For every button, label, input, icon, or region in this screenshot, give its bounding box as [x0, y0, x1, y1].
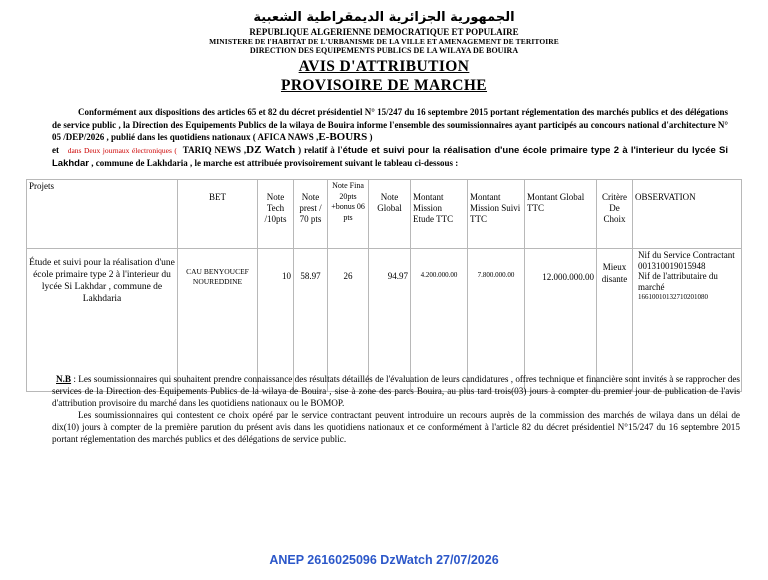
intro-paragraph	[52, 106, 728, 171]
recours-paragraph: Les soumissionnaires qui contestent ce choix opéré par le service contractant peuvent introduire un recours auprès de la commission des marchés de wilaya dans un délai de dix(10) jours à compter de la première parution du présent avis dans les quotidiens nationaux et ce conformément à l'article 82 du décret présidentiel N°15/247 du 16 septembre 2015 portant réglementation des marchés publics et des délégations de service public.	[52, 410, 740, 444]
intro-dzwatch: DZ Watch	[246, 143, 296, 156]
cell-critere: Mieux disante	[597, 249, 633, 392]
cell-montant-etude: 4.200.000.00	[411, 249, 468, 392]
intro-text-1b: )	[367, 132, 373, 142]
cell-note-prest: 58.97	[294, 249, 328, 392]
col-header-bet: BET	[178, 180, 258, 249]
intro-et: et	[52, 144, 59, 155]
cell-projet: Étude et suivi pour la réalisation d'une école primaire type 2 à l'interieur du lycée Si Lakhdar , commune de Lakhdaria	[27, 249, 178, 392]
cell-montant-global: 12.000.000.00	[525, 249, 597, 392]
cell-montant-suivi: 7.800.000.00	[468, 249, 525, 392]
attribution-table	[26, 179, 742, 392]
intro-project-title: étude et suivi pour la réalisation d'une école primaire type 2 à l'interieur du lycée Si Lakhdar	[52, 144, 729, 169]
obs-attributaire-value: 16610010132710201080	[638, 293, 708, 301]
col-header-note-fina: Note Fina 20pts +bonus 06 pts	[328, 180, 369, 249]
cell-note-global: 94.97	[369, 249, 411, 392]
nb-paragraph	[52, 374, 740, 409]
nb-text: : Les soumissionnaires qui souhaitent prendre connaissance des résultats détaillés de l'évaluation de leurs candidatures , offres technique et financière sont invités à se rapprocher des services de la Direction des Equipements Publics de la wilaya de Bouira , sise à zone des parcs Bouira, au plus tard trois(03) jours à compter du premier jour de publication de l'avis d'attribution provisoire du marché dans les quotidiens nationaux ou le BOMOP.	[52, 374, 740, 408]
col-header-montant-global: Montant Global TTC	[525, 180, 597, 249]
cell-note-tech: 10	[258, 249, 294, 392]
col-header-projets: Projets	[27, 180, 178, 249]
col-header-critere: Critère De Choix	[597, 180, 633, 249]
cell-note-fina: 26	[328, 249, 369, 392]
intro-text-1: Conformément aux dispositions des articles 65 et 82 du décret présidentiel N° 15/247 du 16 septembre 2015 portant réglementation des marchés publics et des délégations de service public , la Direction des Equipements Publics de la wilaya de Bouira informe l'ensemble des soumissionnaires ayant participés au concours national d'architecture N° 05 /DEP/2026 , publié dans les quotidiens nationaux ( AFICA NAWS ,	[52, 107, 728, 142]
table-row	[27, 249, 742, 392]
ministry-title: MINISTERE DE l'HABITAT DE L'URBANISME DE LA VILLE ET AMENAGEMENT DE TERITOIRE	[209, 37, 559, 46]
direction-title: DIRECTION DES EQUIPEMENTS PUBLICS DE LA WILAYA DE BOUIRA	[249, 46, 519, 55]
obs-nif-label: Nif du Service Contractant	[638, 250, 735, 260]
col-header-note-tech: Note Tech /10pts	[258, 180, 294, 249]
obs-attributaire-label: Nif de l'attributaire du marché	[638, 271, 718, 292]
obs-nif-value: 001310019015948	[638, 260, 706, 271]
avis-title-line1: AVIS D'ATTRIBUTION	[298, 58, 470, 75]
arabic-republic-title: الجمهورية الجزائرية الديمقراطية الشعبية	[253, 10, 515, 25]
intro-electronic-journals: dans Deux journaux électroniques (	[67, 145, 177, 155]
col-header-observation: OBSERVATION	[633, 180, 742, 249]
col-header-note-prest: Note prest / 70 pts	[294, 180, 328, 249]
col-header-montant-etude: Montant Mission Etude TTC	[411, 180, 468, 249]
republic-title: REPUBLIQUE ALGERIENNE DEMOCRATIQUE ET POPULAIRE	[249, 27, 519, 37]
intro-text-2: ) relatif à l'	[295, 144, 343, 155]
col-header-note-global: Note Global	[369, 180, 411, 249]
publication-footer: ANEP 2616025096 DzWatch 27/07/2026	[269, 553, 499, 567]
cell-bet: CAU BENYOUCEF NOUREDDINE	[178, 249, 258, 392]
intro-tariq: TARIQ NEWS ,	[182, 144, 247, 155]
cell-observation	[633, 249, 742, 392]
avis-title-line2: PROVISOIRE DE MARCHE	[280, 77, 488, 94]
col-header-montant-suivi: Montant Mission Suivi TTC	[468, 180, 525, 249]
intro-text-3: , commune de Lakhdaria , le marche est attribuée provisoirement suivant le tableau ci-dessous :	[88, 158, 459, 168]
intro-ebours: E-BOURS	[318, 131, 368, 143]
nb-label: N.B	[56, 374, 72, 384]
